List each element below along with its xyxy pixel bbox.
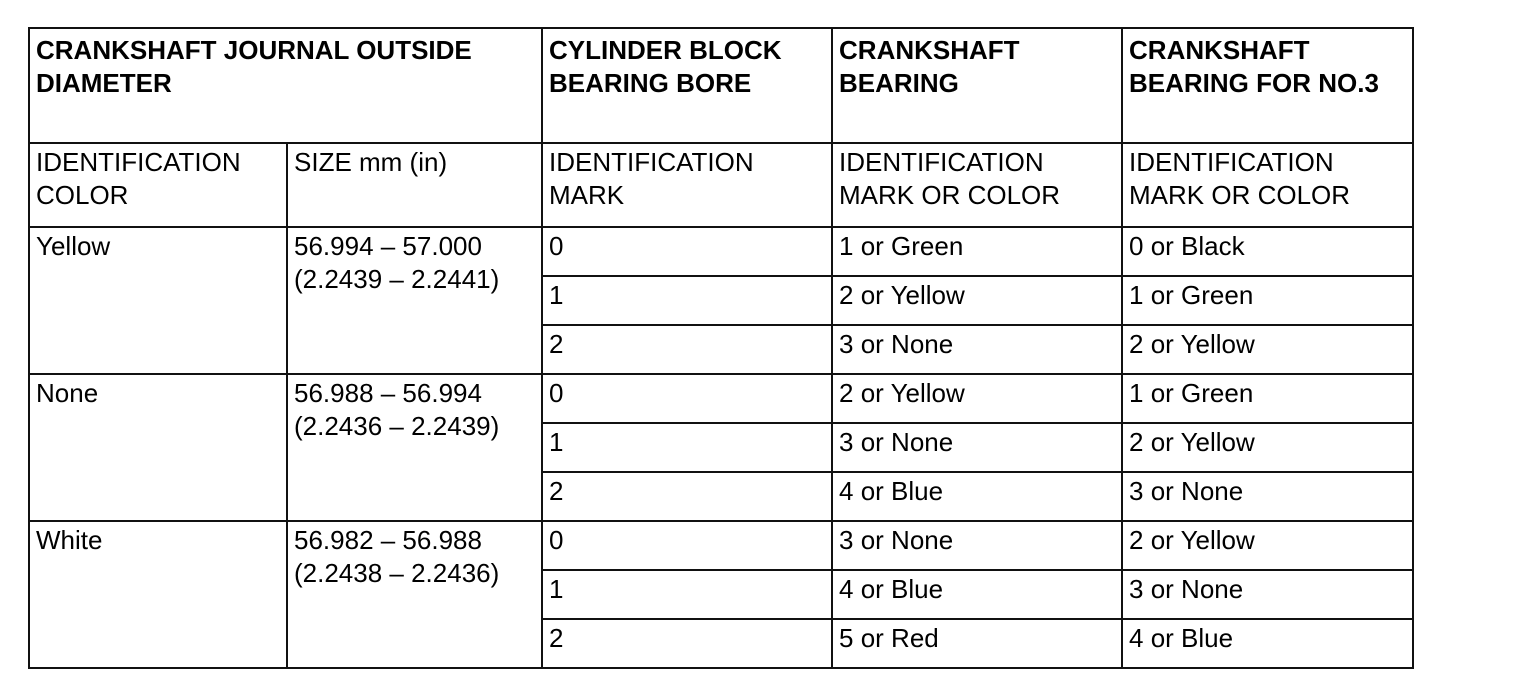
table-row (29, 521, 1413, 570)
table-row (29, 374, 1413, 423)
bore-mark-cell: 0 (542, 374, 832, 423)
bore-mark-cell: 1 (542, 570, 832, 619)
journal-color-cell: Yellow (29, 227, 287, 374)
bore-mark-cell: 0 (542, 227, 832, 276)
bore-mark-cell: 2 (542, 619, 832, 668)
journal-size-cell (287, 374, 542, 521)
bearing-no3-cell: 3 or None (1122, 570, 1413, 619)
bearing-no3-cell: 2 or Yellow (1122, 325, 1413, 374)
crankshaft-bearing-selection-table (28, 27, 1414, 669)
bore-mark-cell: 0 (542, 521, 832, 570)
header-crank-bearing-no3: CRANKSHAFT BEARING FOR NO.3 (1122, 28, 1413, 143)
bearing-cell: 3 or None (832, 325, 1122, 374)
bearing-no3-cell: 3 or None (1122, 472, 1413, 521)
bearing-cell: 4 or Blue (832, 570, 1122, 619)
journal-size-in: (2.2438 – 2.2436) (294, 558, 500, 588)
journal-size-mm: 56.982 – 56.988 (294, 525, 482, 555)
bearing-no3-cell: 1 or Green (1122, 374, 1413, 423)
journal-size-cell (287, 521, 542, 668)
bore-mark-cell: 2 (542, 472, 832, 521)
journal-size-mm: 56.994 – 57.000 (294, 231, 482, 261)
bearing-no3-cell: 0 or Black (1122, 227, 1413, 276)
header-crank-bearing: CRANKSHAFT BEARING (832, 28, 1122, 143)
bearing-no3-cell: 2 or Yellow (1122, 423, 1413, 472)
subheader-id-mark: IDENTIFICATION MARK (542, 143, 832, 227)
bearing-no3-cell: 4 or Blue (1122, 619, 1413, 668)
table-row (29, 227, 1413, 276)
bearing-no3-cell: 2 or Yellow (1122, 521, 1413, 570)
bearing-cell: 2 or Yellow (832, 276, 1122, 325)
bearing-cell: 1 or Green (832, 227, 1122, 276)
header-journal-diameter: CRANKSHAFT JOURNAL OUTSIDE DIAMETER (29, 28, 542, 143)
journal-size-cell (287, 227, 542, 374)
journal-color-cell: White (29, 521, 287, 668)
subheader-id-mark-color-bearing: IDENTIFICATION MARK OR COLOR (832, 143, 1122, 227)
bearing-no3-cell: 1 or Green (1122, 276, 1413, 325)
bearing-cell: 3 or None (832, 423, 1122, 472)
subheader-size: SIZE mm (in) (287, 143, 542, 227)
subheader-row (29, 143, 1413, 227)
bore-mark-cell: 1 (542, 276, 832, 325)
journal-size-in: (2.2436 – 2.2439) (294, 411, 500, 441)
bearing-cell: 2 or Yellow (832, 374, 1122, 423)
bearing-cell: 3 or None (832, 521, 1122, 570)
bore-mark-cell: 2 (542, 325, 832, 374)
subheader-id-mark-color-no3: IDENTIFICATION MARK OR COLOR (1122, 143, 1413, 227)
header-block-bore: CYLINDER BLOCK BEARING BORE (542, 28, 832, 143)
subheader-id-color: IDENTIFICATION COLOR (29, 143, 287, 227)
journal-size-mm: 56.988 – 56.994 (294, 378, 482, 408)
journal-color-cell: None (29, 374, 287, 521)
journal-size-in: (2.2439 – 2.2441) (294, 264, 500, 294)
bearing-cell: 5 or Red (832, 619, 1122, 668)
bearing-cell: 4 or Blue (832, 472, 1122, 521)
bore-mark-cell: 1 (542, 423, 832, 472)
header-row (29, 28, 1413, 143)
